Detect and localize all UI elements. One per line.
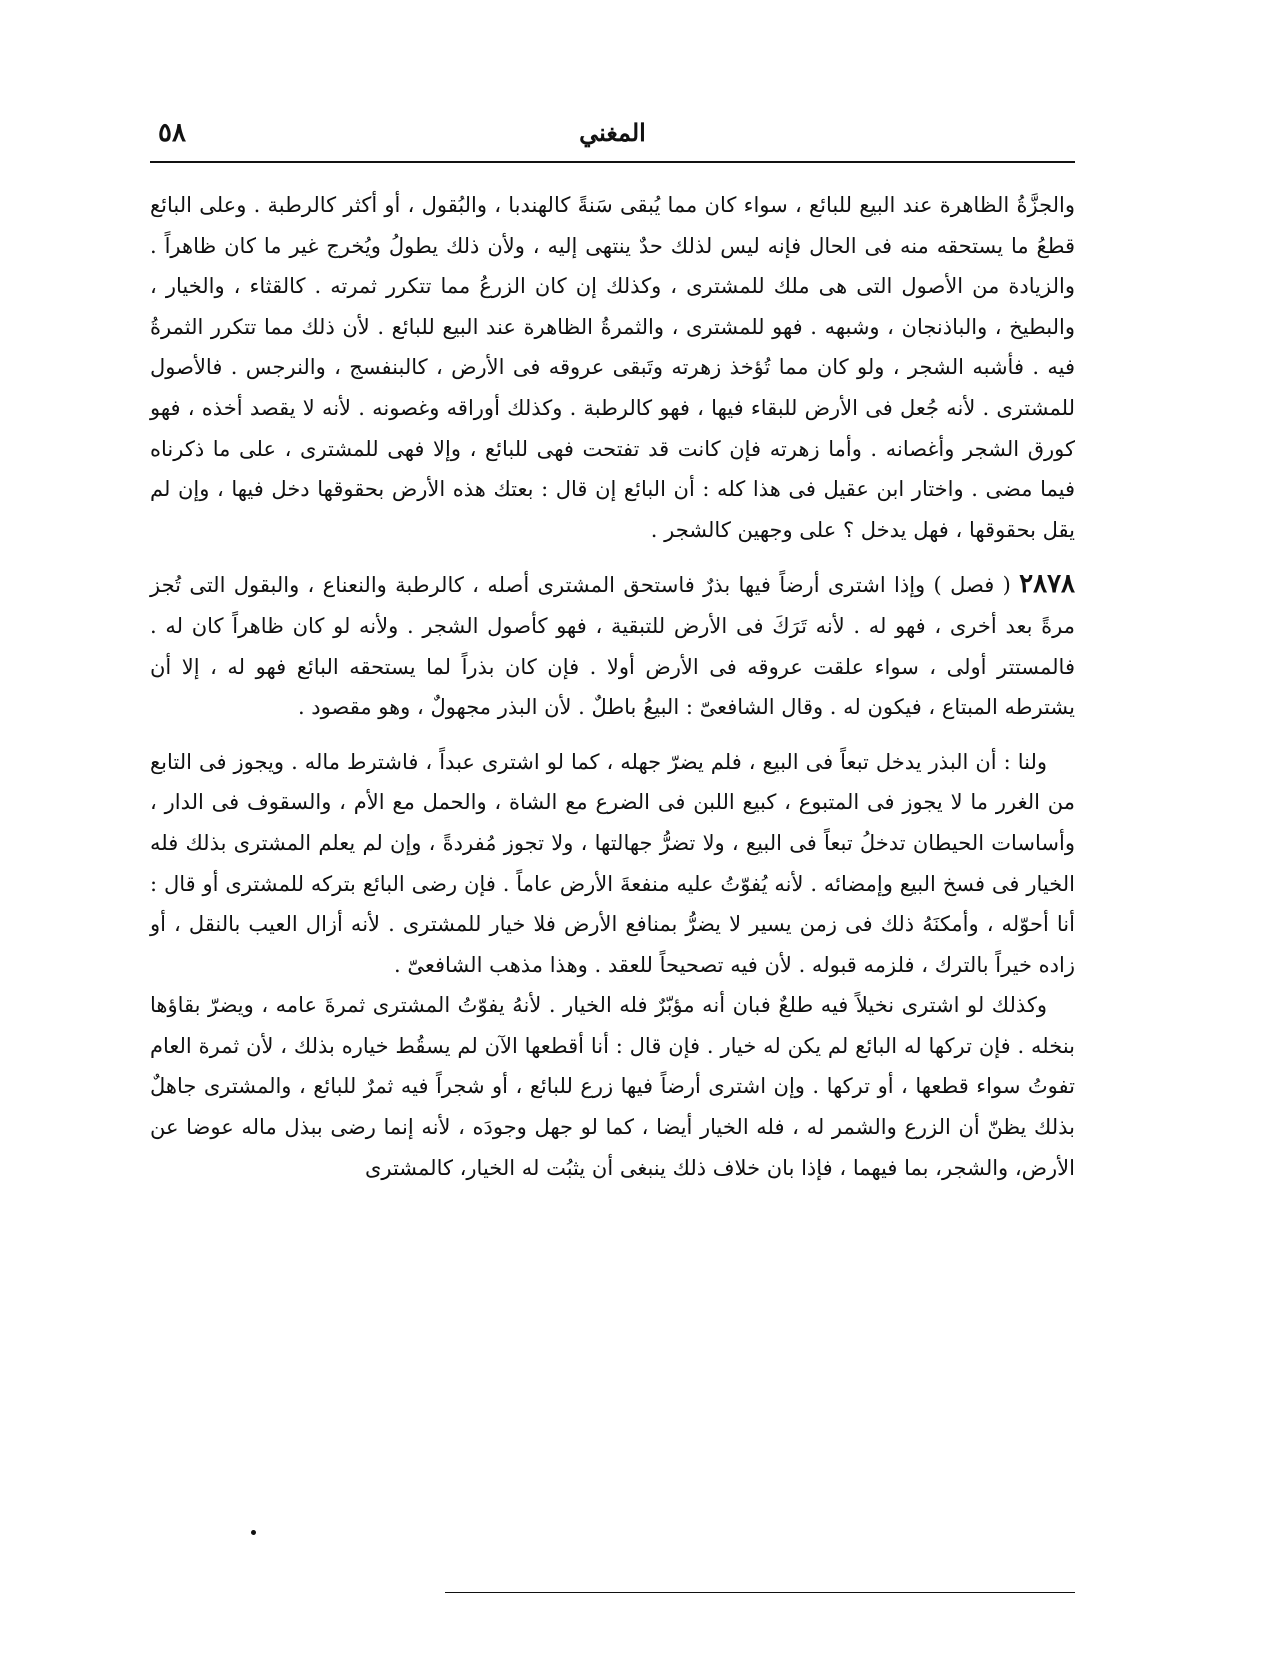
section-number: ٢٨٧٨ bbox=[1019, 569, 1075, 600]
page-number: ٥٨ bbox=[158, 118, 186, 148]
section-paragraph bbox=[150, 564, 1075, 727]
ink-dot bbox=[251, 1530, 256, 1535]
running-title: المغني bbox=[579, 118, 646, 147]
paragraph: ولنا : أن البذر يدخل تبعاً فى البيع ، فلم يضرّ جهله ، كما لو اشترى عبداً ، فاشترط ماله . ويجوز فى التابع من الغرر ما لا يجوز فى المتبوع ، كبيع اللبن فى الضرع مع الشاة ، والحمل مع الأم ، والسقوف فى الدار ، وأساسات الحيطان تدخلُ تبعاً فى البيع ، ولا تضرُّ جهالتها ، ولا تجوز مُفردةً ، وإن لم يعلم المشترى بذلك فله الخيار فى فسخ البيع وإمضائه . لأنه يُفوّتُ عليه منفعةَ الأرض عاماً . فإن رضى البائع بتركه للمشترى أو قال : أنا أحوّله ، وأمكنَهُ ذلك فى زمن يسير لا يضرُّ بمنافع الأرض فلا خيار للمشترى . لأنه أزال العيب بالنقل ، أو زاده خيراً بالترك ، فلزمه قبوله . لأن فيه تصحيحاً للعقد . وهذا مذهب الشافعىّ . bbox=[150, 749, 1075, 977]
section-text: ( فصل ) وإذا اشترى أرضاً فيها بذرٌ فاستحق المشترى أصله ، كالرطبة والنعناع ، والبقول التى تُجز مرةً بعد أخرى ، فهو له . لأنه تَرَكَ فى الأرض للتبقية ، فهو كأصول الشجر . ولأنه لو كان ظاهراً كان له . فالمستتر أولى ، سواء علقت عروقه فى الأرض أولا . فإن كان بذراً لما يستحقه البائع فهو له ، إلا أن يشترطه المبتاع ، فيكون له . وقال الشافعىّ : البيعُ باطلٌ . لأن البذر مجهولٌ ، وهو مقصود . bbox=[150, 573, 1075, 720]
header-rule bbox=[150, 161, 1075, 163]
body-text bbox=[150, 185, 1075, 1188]
footnote-rule bbox=[445, 1592, 1075, 1593]
paragraph: والجزَّةُ الظاهرة عند البيع للبائع ، سواء كان مما يُبقى سَنةً كالهندبا ، والبُقول ، أو أكثر كالرطبة . وعلى البائع قطعُ ما يستحقه منه فى الحال فإنه ليس لذلك حدٌ ينتهى إليه ، ولأن ذلك يطولُ ويُخرج غير ما كان ظاهراً . والزيادة من الأصول التى هى ملك للمشترى ، وكذلك إن كان الزرعُ مما تتكرر ثمرته . كالقثاء ، والخيار ، والبطيخ ، والباذنجان ، وشبهه . فهو للمشترى ، والثمرةُ الظاهرة عند البيع للبائع . لأن ذلك مما تتكرر الثمرةُ فيه . فأشبه الشجر ، ولو كان مما تُؤخذ زهرته وتَبقى عروقه فى الأرض ، كالبنفسج ، والنرجس . فالأصول للمشترى . لأنه جُعل فى الأرض للبقاء فيها ، فهو كالرطبة . وكذلك أوراقه وغصونه . لأنه لا يقصد أخذه ، فهو كورق الشجر وأغصانه . وأما زهرته فإن كانت قد تفتحت فهى للبائع ، وإلا فهى للمشترى ، على ما ذكرناه فيما مضى . واختار ابن عقيل فى هذا كله : أن البائع إن قال : بعتك هذه الأرض بحقوقها دخل فيها ، وإن لم يقل بحقوقها ، فهل يدخل ؟ على وجهين كالشجر . bbox=[150, 193, 1075, 542]
paragraph: وكذلك لو اشترى نخيلاً فيه طلعٌ فبان أنه مؤبّرٌ فله الخيار . لأنهُ يفوّتُ المشترى ثمرةَ عامه ، ويضرّ بقاؤها بنخله . فإن تركها له البائع لم يكن له خيار . فإن قال : أنا أقطعها الآن لم يسقُط خياره بذلك ، لأن ثمرة العام تفوتُ سواء قطعها ، أو تركها . وإن اشترى أرضاً فيها زرع للبائع ، أو شجراً فيه ثمرٌ للبائع ، والمشترى جاهلٌ بذلك يظنّ أن الزرع والشمر له ، فله الخيار أيضا ، كما لو جهل وجودَه ، لأنه إنما رضى ببذل ماله عوضا عن الأرض، والشجر، بما فيهما ، فإذا بان خلاف ذلك ينبغى أن يثبُت له الخيار، كالمشترى bbox=[150, 993, 1075, 1180]
page-header bbox=[150, 118, 1075, 158]
